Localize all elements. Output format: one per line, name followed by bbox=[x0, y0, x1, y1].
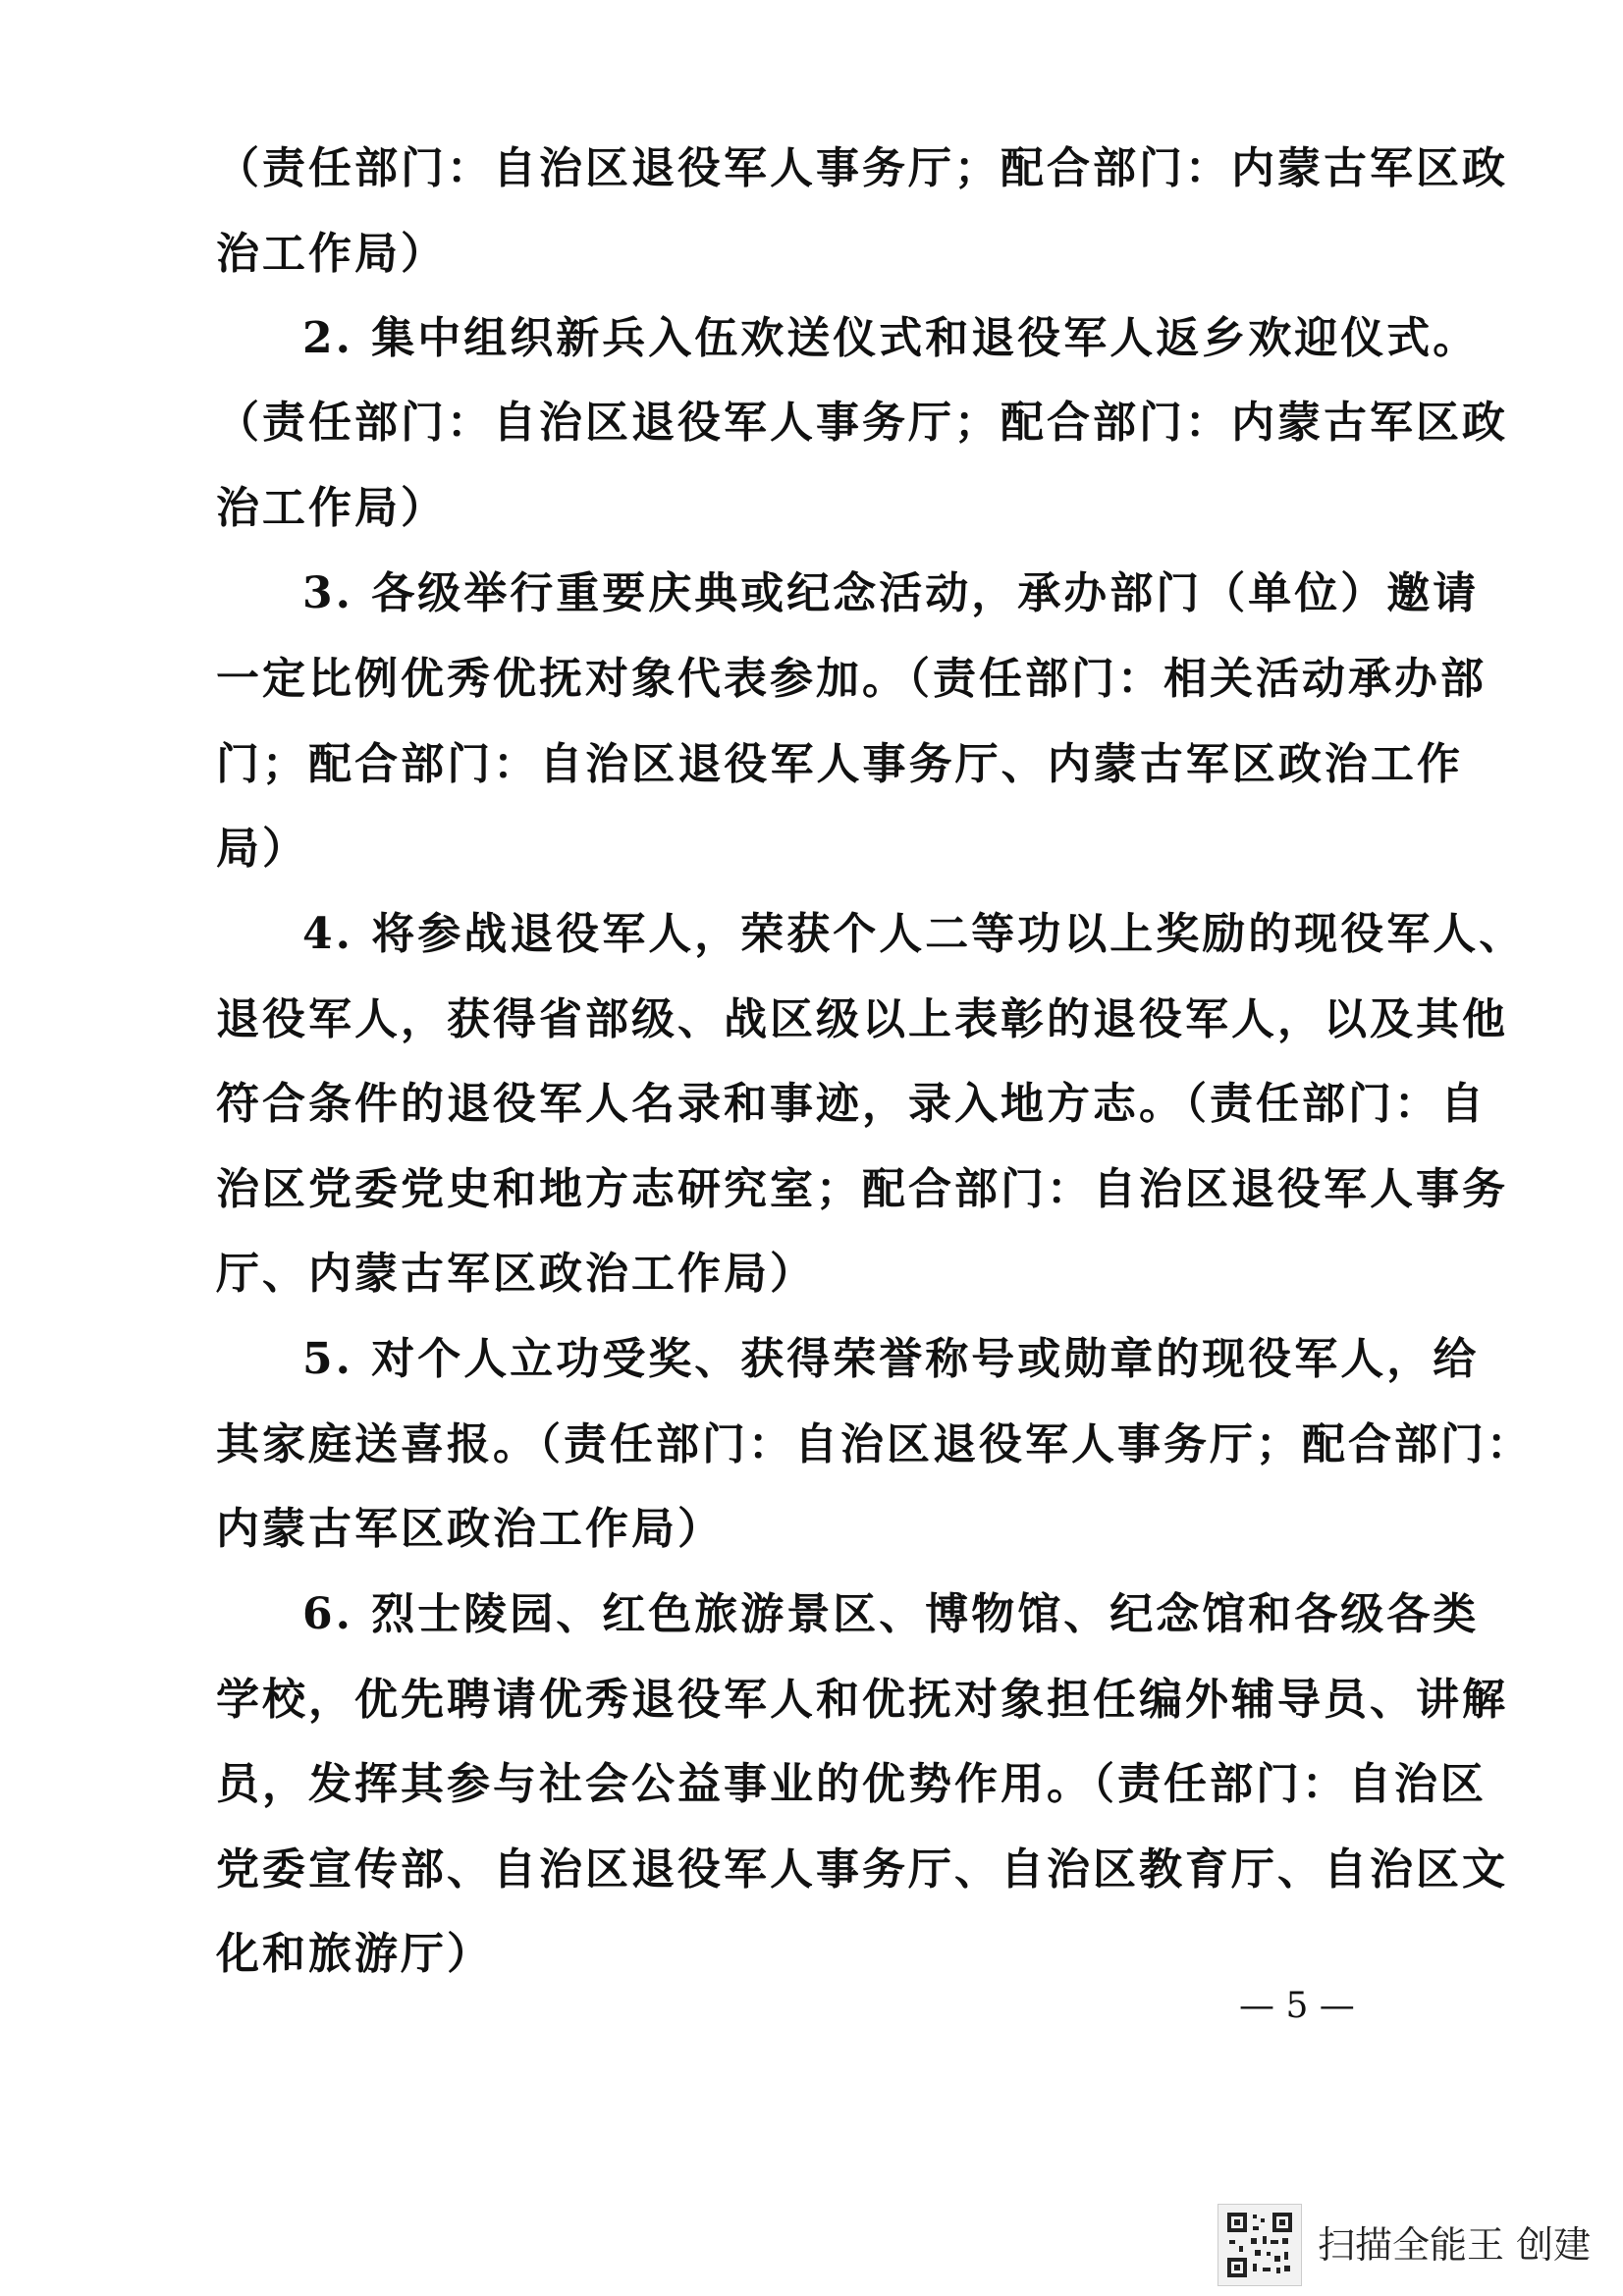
text-line: 2. 集中组织新兵入伍欢送仪式和退役军人返乡欢迎仪式。 bbox=[302, 313, 1480, 363]
text-line: 5. 对个人立功受奖、获得荣誉称号或勋章的现役军人，给 bbox=[302, 1334, 1480, 1384]
qr-code-icon bbox=[1217, 2204, 1302, 2286]
text-line: 治工作局） bbox=[216, 483, 447, 533]
text-line: 党委宣传部、自治区退役军人事务厅、自治区教育厅、自治区文 bbox=[216, 1844, 1508, 1895]
scanner-watermark-text: 扫描全能王 创建 bbox=[1318, 2223, 1592, 2267]
page-number: — 5 — bbox=[1239, 1986, 1355, 2026]
text-line: 局） bbox=[216, 824, 308, 874]
text-line: 化和旅游厅） bbox=[216, 1929, 493, 1979]
text-line: （责任部门：自治区退役军人事务厅；配合部门：内蒙古军区政 bbox=[216, 143, 1508, 193]
text-line: 退役军人，获得省部级、战区级以上表彰的退役军人，以及其他 bbox=[216, 994, 1508, 1044]
text-line: （责任部门：自治区退役军人事务厅；配合部门：内蒙古军区政 bbox=[216, 398, 1508, 448]
scanner-footer bbox=[1217, 2204, 1591, 2286]
text-line: 符合条件的退役军人名录和事迹，录入地方志。（责任部门：自 bbox=[216, 1079, 1487, 1129]
text-line: 治区党委党史和地方志研究室；配合部门：自治区退役军人事务 bbox=[216, 1164, 1508, 1214]
text-line: 治工作局） bbox=[216, 229, 447, 279]
text-line: 厅、内蒙古军区政治工作局） bbox=[216, 1249, 816, 1299]
text-line: 4. 将参战退役军人，荣获个人二等功以上奖励的现役军人、 bbox=[302, 909, 1526, 959]
text-line: 其家庭送喜报。（责任部门：自治区退役军人事务厅；配合部门： bbox=[216, 1419, 1533, 1469]
text-line: 6. 烈士陵园、红色旅游景区、博物馆、纪念馆和各级各类 bbox=[302, 1589, 1480, 1639]
text-line: 学校，优先聘请优秀退役军人和优抚对象担任编外辅导员、讲解 bbox=[216, 1675, 1508, 1725]
text-line: 一定比例优秀优抚对象代表参加。（责任部门：相关活动承办部 bbox=[216, 654, 1487, 704]
text-line: 3. 各级举行重要庆典或纪念活动，承办部门（单位）邀请 bbox=[302, 568, 1480, 618]
text-line: 门；配合部门：自治区退役军人事务厅、内蒙古军区政治工作 bbox=[216, 739, 1463, 789]
text-line: 内蒙古军区政治工作局） bbox=[216, 1504, 724, 1554]
text-line: 员，发挥其参与社会公益事业的优势作用。（责任部门：自治区 bbox=[216, 1759, 1487, 1809]
